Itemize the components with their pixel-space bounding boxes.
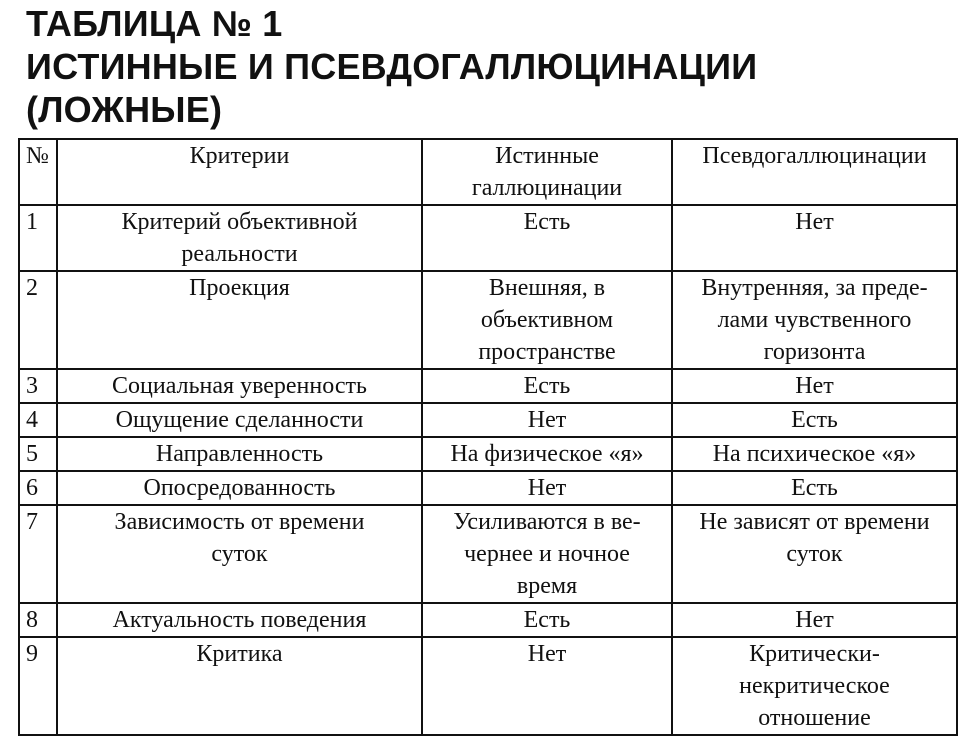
- table-body: [19, 205, 957, 735]
- hallucinations-table: [18, 138, 958, 736]
- pseudo-hallucinations-cell-line: суток: [786, 541, 843, 567]
- table-row: [19, 471, 957, 505]
- header-true-hallucinations: [422, 139, 672, 205]
- true-hallucinations-cell-line: Нет: [527, 407, 567, 433]
- table-header-row: [19, 139, 957, 205]
- criteria-cell-line: Социальная уверенность: [112, 373, 367, 399]
- criteria-cell-line: Актуальность поведения: [112, 607, 367, 633]
- row-number: 8: [19, 603, 57, 637]
- true-hallucinations-cell-line: Нет: [527, 475, 567, 501]
- criteria-cell: [57, 369, 422, 403]
- title-line-2: ИСТИННЫЕ И ПСЕВДОГАЛЛЮЦИНАЦИИ: [26, 46, 758, 87]
- header-true-line-2: галлюцинации: [471, 175, 623, 201]
- pseudo-hallucinations-cell-line: Критически-: [749, 641, 880, 667]
- true-hallucinations-cell-line: Усиливаются в ве-: [453, 509, 641, 535]
- true-hallucinations-cell-line: пространстве: [478, 339, 616, 365]
- row-number: 4: [19, 403, 57, 437]
- table-row: [19, 637, 957, 735]
- pseudo-hallucinations-cell: [672, 271, 957, 369]
- true-hallucinations-cell-line: Есть: [523, 373, 571, 399]
- true-hallucinations-cell: [422, 437, 672, 471]
- table-row: [19, 603, 957, 637]
- true-hallucinations-cell-line: объективном: [480, 307, 614, 333]
- criteria-cell-line: Опосредованность: [143, 475, 336, 501]
- true-hallucinations-cell: [422, 205, 672, 271]
- pseudo-hallucinations-cell-line: Есть: [791, 407, 838, 433]
- criteria-cell-line: суток: [211, 541, 268, 567]
- true-hallucinations-cell: [422, 637, 672, 735]
- row-number: 6: [19, 471, 57, 505]
- criteria-cell-line: Критика: [196, 641, 283, 667]
- true-hallucinations-cell: [422, 505, 672, 603]
- pseudo-hallucinations-cell: [672, 603, 957, 637]
- pseudo-hallucinations-cell: [672, 369, 957, 403]
- table-row: [19, 403, 957, 437]
- true-hallucinations-cell: [422, 471, 672, 505]
- pseudo-hallucinations-cell-line: Есть: [791, 475, 838, 501]
- pseudo-hallucinations-cell: [672, 637, 957, 735]
- row-number: 5: [19, 437, 57, 471]
- true-hallucinations-cell-line: На физическое «я»: [450, 441, 644, 467]
- criteria-cell-line: Направленность: [155, 441, 324, 467]
- criteria-cell-line: Критерий объективной: [121, 209, 358, 235]
- title-line-3: (ЛОЖНЫЕ): [26, 89, 223, 130]
- criteria-cell: [57, 271, 422, 369]
- row-number: 2: [19, 271, 57, 369]
- criteria-cell: [57, 637, 422, 735]
- true-hallucinations-cell-line: Есть: [523, 209, 571, 235]
- page-title: [26, 2, 757, 131]
- pseudo-hallucinations-cell-line: лами чувственного: [717, 307, 912, 333]
- table-row: [19, 369, 957, 403]
- pseudo-hallucinations-cell: [672, 471, 957, 505]
- criteria-cell: [57, 437, 422, 471]
- pseudo-hallucinations-cell: [672, 403, 957, 437]
- pseudo-hallucinations-cell-line: Не зависят от времени: [699, 509, 930, 535]
- pseudo-hallucinations-cell-line: Внутренняя, за преде-: [701, 275, 928, 301]
- criteria-cell: [57, 505, 422, 603]
- header-pseudo-hallucinations: Псевдогаллюцинации: [672, 139, 957, 205]
- pseudo-hallucinations-cell-line: отношение: [758, 705, 871, 731]
- row-number: 7: [19, 505, 57, 603]
- pseudo-hallucinations-cell: [672, 205, 957, 271]
- true-hallucinations-cell-line: Внешняя, в: [488, 275, 606, 301]
- criteria-cell-line: Зависимость от времени: [114, 509, 365, 535]
- criteria-cell: [57, 603, 422, 637]
- table-row: [19, 437, 957, 471]
- pseudo-hallucinations-cell-line: Нет: [795, 607, 834, 633]
- pseudo-hallucinations-cell-line: Нет: [795, 373, 834, 399]
- true-hallucinations-cell: [422, 369, 672, 403]
- criteria-cell: [57, 205, 422, 271]
- true-hallucinations-cell-line: чернее и ночное: [464, 541, 630, 567]
- title-line-1: ТАБЛИЦА № 1: [26, 3, 283, 44]
- true-hallucinations-cell-line: Нет: [527, 641, 567, 667]
- criteria-cell-line: реальности: [181, 241, 298, 267]
- criteria-cell: [57, 471, 422, 505]
- pseudo-hallucinations-cell-line: горизонта: [763, 339, 866, 365]
- true-hallucinations-cell-line: Есть: [523, 607, 571, 633]
- pseudo-hallucinations-cell-line: Нет: [795, 209, 834, 235]
- table-row: [19, 505, 957, 603]
- pseudo-hallucinations-cell-line: На психическое «я»: [712, 441, 917, 467]
- true-hallucinations-cell-line: время: [516, 573, 578, 599]
- criteria-cell-line: Ощущение сделанности: [115, 407, 364, 433]
- header-criteria: Критерии: [57, 139, 422, 205]
- table-row: [19, 205, 957, 271]
- row-number: 9: [19, 637, 57, 735]
- pseudo-hallucinations-cell: [672, 437, 957, 471]
- pseudo-hallucinations-cell: [672, 505, 957, 603]
- row-number: 1: [19, 205, 57, 271]
- true-hallucinations-cell: [422, 603, 672, 637]
- criteria-cell: [57, 403, 422, 437]
- table-row: [19, 271, 957, 369]
- true-hallucinations-cell: [422, 271, 672, 369]
- true-hallucinations-cell: [422, 403, 672, 437]
- header-number: №: [19, 139, 57, 205]
- header-true-line-1: Истинные: [495, 143, 599, 169]
- row-number: 3: [19, 369, 57, 403]
- pseudo-hallucinations-cell-line: некритическое: [739, 673, 890, 699]
- criteria-cell-line: Проекция: [189, 275, 290, 301]
